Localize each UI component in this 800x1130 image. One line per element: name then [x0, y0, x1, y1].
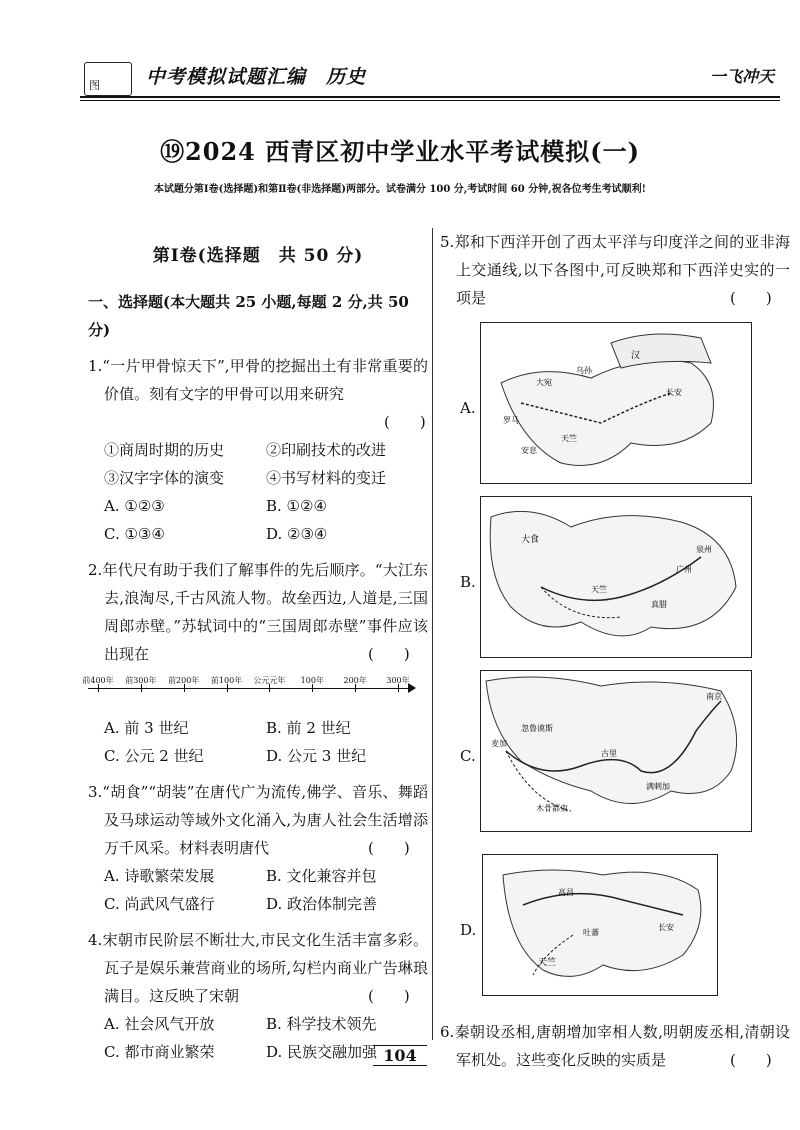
- map-label-luoma: 罗马: [503, 416, 519, 425]
- left-column: [82, 240, 428, 1066]
- book-logo-icon: 图: [84, 62, 132, 96]
- question-stem: 3.“胡食”“胡装”在唐代广为流传,佛学、音乐、舞蹈及马球运动等域外文化涌入,为唐人社会生活增添万千风采。材料表明唐代 ( ): [88, 778, 428, 862]
- option-d[interactable]: D. 公元 3 世纪: [266, 747, 367, 765]
- option-list: [88, 492, 428, 548]
- header-rule-thin: [80, 100, 780, 101]
- statement-list: [88, 436, 428, 492]
- option-d[interactable]: D. ②③④: [266, 525, 328, 543]
- question-2: [82, 556, 428, 770]
- map-label-changan: 长安: [666, 388, 682, 397]
- option-b[interactable]: B. 文化兼容并包: [266, 867, 377, 885]
- option-d[interactable]: D. 政治体制完善: [266, 895, 378, 913]
- answer-blank[interactable]: ( ): [368, 645, 410, 663]
- timeline-tick-label: 前300年: [125, 676, 157, 685]
- map-label-guangzhou: 广州: [676, 565, 692, 574]
- map-label-manlajia: 满剌加: [646, 782, 670, 791]
- timeline-tick-label: 300年: [386, 676, 410, 685]
- map-label-hulumosi: 忽鲁谟斯: [521, 724, 553, 733]
- option-c[interactable]: C. 公元 2 世纪: [104, 747, 204, 765]
- statement-item: ④书写材料的变迁: [266, 469, 387, 487]
- map-c-image: [480, 670, 752, 832]
- map-label-zhenla: 真腊: [651, 600, 667, 609]
- option-c[interactable]: C. 尚武风气盛行: [104, 895, 215, 913]
- option-d[interactable]: D. 民族交融加强: [266, 1043, 378, 1061]
- right-column: [440, 228, 790, 1074]
- timeline-tick-label: 公元元年: [253, 676, 286, 685]
- map-label-dayuan: 大宛: [536, 378, 552, 387]
- map-b-image: [480, 496, 752, 658]
- brand-name: 一飞冲天: [709, 67, 774, 86]
- map-label-tianzhu: 天竺: [561, 434, 577, 443]
- option-c[interactable]: C. ①③④: [104, 525, 165, 543]
- option-a[interactable]: A. ①②③: [104, 497, 165, 515]
- timeline-axis: [88, 688, 410, 689]
- question-stem: 4.宋朝市民阶层不断壮大,市民文化生活丰富多彩。瓦子是娱乐兼营商业的场所,勾栏内商业广告琳琅满目。这反映了宋朝 ( ): [88, 926, 428, 1010]
- timeline-tick-label: 100年: [300, 676, 324, 685]
- page-number: 104: [0, 1046, 800, 1065]
- map-label-tianzhu: 天竺: [591, 585, 607, 594]
- map-label-han: 汉: [631, 351, 641, 361]
- statement-item: ③汉字字体的演变: [104, 469, 225, 487]
- map-option-label: B.: [460, 573, 476, 591]
- statement-item: ①商周时期的历史: [104, 441, 225, 459]
- option-list: [88, 714, 428, 770]
- map-label-tubo: 吐蕃: [583, 928, 599, 937]
- map-label-changan: 长安: [658, 923, 674, 932]
- column-divider: [432, 228, 433, 1040]
- running-header: [80, 58, 780, 98]
- map-label-gaochang: 高昌: [558, 888, 574, 897]
- timeline-ruler: [82, 672, 428, 706]
- option-a[interactable]: A. 诗歌繁荣发展: [104, 867, 215, 885]
- map-label-mugudushu: 木骨都束: [536, 804, 568, 813]
- map-option-d[interactable]: [440, 844, 790, 1012]
- header-rule: [80, 96, 780, 98]
- map-option-label: C.: [460, 747, 476, 765]
- map-label-nanjing: 南京: [706, 692, 722, 701]
- map-d-image: [482, 854, 718, 996]
- question-stem: 2.年代尺有助于我们了解事件的先后顺序。“大江东去,浪淘尽,千古风流人物。故垒西边,人道是,三国周郎赤壁。”苏轼词中的“三国周郎赤壁”事件应该出现在 ( ): [88, 556, 428, 668]
- map-label-maijia: 麦加: [491, 739, 507, 748]
- map-label-anxi: 安息: [521, 446, 537, 455]
- series-title: 中考模拟试题汇编 历史: [146, 66, 367, 88]
- answer-blank[interactable]: ( ): [384, 413, 426, 431]
- option-c[interactable]: C. 都市商业繁荣: [104, 1043, 215, 1061]
- timeline-tick-label: 前400年: [82, 676, 114, 685]
- map-option-label: D.: [460, 921, 477, 939]
- map-label-tianzhu: 天竺: [538, 958, 557, 968]
- answer-blank[interactable]: ( ): [368, 987, 410, 1005]
- option-b[interactable]: B. 前 2 世纪: [266, 719, 351, 737]
- question-1: [88, 352, 428, 548]
- option-b[interactable]: B. ①②④: [266, 497, 327, 515]
- part-title: 第Ⅰ卷(选择题 共 50 分): [152, 246, 364, 266]
- option-b[interactable]: B. 科学技术领先: [266, 1015, 377, 1033]
- map-option-a[interactable]: [440, 322, 790, 490]
- exam-title: ⑲2024 西青区初中学业水平考试模拟(一): [160, 137, 640, 166]
- map-label-guli: 古里: [601, 749, 617, 758]
- statement-item: ②印刷技术的改进: [266, 441, 387, 459]
- question-stem: 5.郑和下西洋开创了西太平洋与印度洋之间的亚非海上交通线,以下各图中,可反映郑和下西洋史实的一项是 ( ): [440, 228, 790, 312]
- answer-blank[interactable]: ( ): [730, 289, 772, 307]
- map-option-b[interactable]: [440, 496, 790, 664]
- section-heading: 一、选择题(本大题共 25 小题,每题 2 分,共 50 分): [88, 293, 409, 339]
- map-label-wusun: 乌孙: [576, 366, 592, 375]
- question-5: [440, 228, 790, 1012]
- map-label-quanzhou: 泉州: [696, 545, 712, 554]
- option-a[interactable]: A. 前 3 世纪: [104, 719, 189, 737]
- option-a[interactable]: A. 社会风气开放: [104, 1015, 215, 1033]
- timeline-tick-label: 前100年: [210, 676, 243, 685]
- question-stem: 1.“一片甲骨惊天下”,甲骨的挖掘出土有非常重要的价值。刻有文字的甲骨可以用来研究: [88, 357, 428, 403]
- timeline-tick-label: 前200年: [168, 676, 200, 685]
- answer-blank[interactable]: ( ): [730, 1051, 772, 1069]
- timeline-tick-label: 200年: [343, 676, 367, 685]
- map-option-c[interactable]: [440, 670, 790, 838]
- exam-intro: 本试题分第Ⅰ卷(选择题)和第Ⅱ卷(非选择题)两部分。试卷满分 100 分,考试时间 60 分钟,祝各位考生考试顺利!: [153, 184, 647, 195]
- map-a-image: [480, 322, 752, 484]
- question-stem: 6.秦朝设丞相,唐朝增加宰相人数,明朝废丞相,清朝设军机处。这些变化反映的实质是 ( ): [440, 1018, 790, 1074]
- answer-blank[interactable]: ( ): [368, 839, 410, 857]
- map-label-dashi: 大食: [521, 535, 540, 545]
- question-3: [88, 778, 428, 918]
- option-list: [88, 862, 428, 918]
- map-option-label: A.: [460, 399, 476, 417]
